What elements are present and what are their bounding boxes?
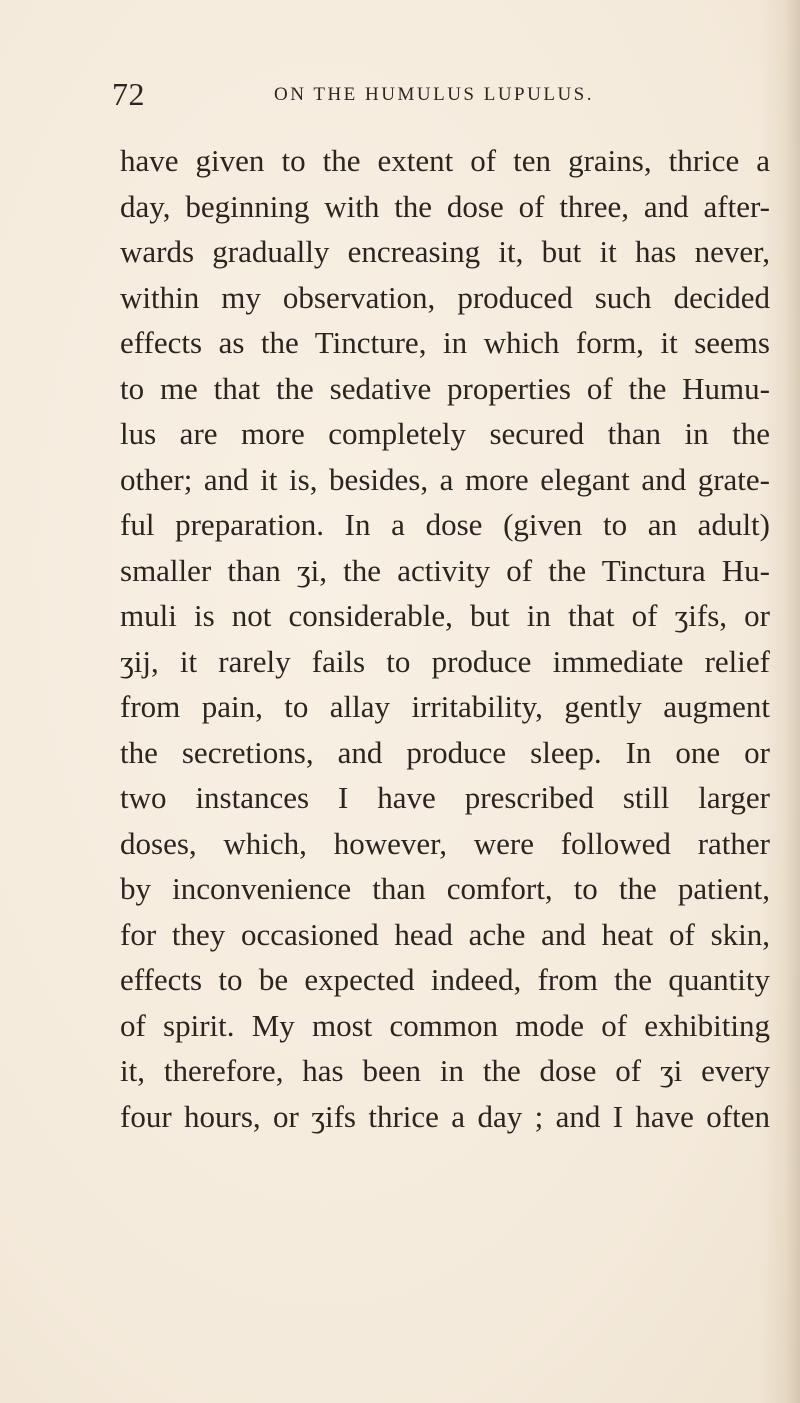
text-line: smaller than ʒi, the activity of the Tinctura Hu-	[120, 552, 770, 588]
text-line: by inconvenience than comfort, to the patient,	[120, 871, 770, 906]
body-text	[120, 138, 770, 1139]
text-line: to me that the sedative properties of the Humu-	[120, 370, 770, 406]
running-title: ON THE HUMULUS LUPULUS.	[274, 84, 594, 105]
text-line: doses, which, however, were followed rather	[120, 825, 770, 861]
text-line: day, beginning with the dose of three, and after-	[120, 188, 770, 224]
text-line: other; and it is, besides, a more elegant and grate-	[120, 461, 770, 497]
text-line: four hours, or ʒifs thrice a day ; and I have often	[120, 1098, 770, 1134]
text-line: lus are more completely secured than in the	[120, 416, 770, 451]
text-line: wards gradually encreasing it, but it has never,	[120, 234, 770, 269]
text-line: ful preparation. In a dose (given to an adult)	[120, 507, 770, 542]
text-line: from pain, to allay irritability, gently augment	[120, 689, 770, 724]
text-line: within my observation, produced such decided	[120, 279, 770, 315]
text-line: it, therefore, has been in the dose of ʒi every	[120, 1053, 770, 1088]
text-line: two instances I have prescribed still larger	[120, 780, 770, 815]
text-line: muli is not considerable, but in that of ʒifs, or	[120, 598, 770, 633]
text-line: for they occasioned head ache and heat of skin,	[120, 916, 770, 952]
text-line: the secretions, and produce sleep. In one or	[120, 734, 770, 770]
page-number: 72	[112, 76, 145, 112]
text-line: have given to the extent of ten grains, thrice a	[120, 143, 770, 178]
text-line: effects as the Tincture, in which form, it seems	[120, 325, 770, 360]
text-line: ʒij, it rarely fails to produce immediate relief	[120, 643, 770, 679]
text-line: of spirit. My most common mode of exhibiting	[120, 1007, 770, 1043]
running-head	[112, 76, 632, 116]
text-line: effects to be expected indeed, from the quantity	[120, 962, 770, 997]
